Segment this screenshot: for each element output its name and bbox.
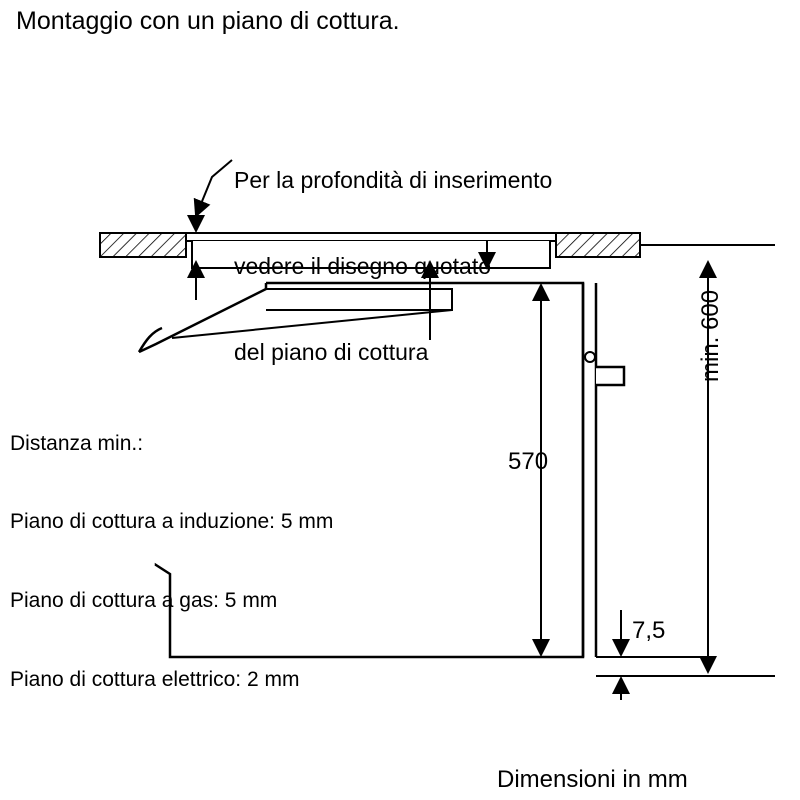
depth-note (234, 108, 552, 424)
depth-note-line-2: vedere il disegno quotato (234, 252, 492, 279)
oven-rear-panel (583, 283, 624, 657)
dimension-label-min-600: min. 600 (697, 289, 724, 382)
dimension-label-570: 570 (508, 448, 549, 475)
distance-note-line-4: Piano di cottura elettrico: 2 mm (10, 667, 300, 691)
minimum-distance-note (10, 378, 333, 746)
depth-note-line-3: del piano di cottura (234, 339, 429, 365)
distance-note-line-3: Piano di cottura a gas: 5 mm (10, 589, 278, 612)
units-footer: Dimensioni in mm (497, 766, 688, 793)
worktop-right-hatched (556, 233, 640, 257)
distance-note-line-1: Distanza min.: (10, 431, 144, 455)
distance-note-line-2: Piano di cottura a induzione: 5 mm (10, 510, 334, 534)
dimension-label-7-5: 7,5 (632, 617, 666, 644)
depth-note-line-1: Per la profondità di inserimento (234, 166, 553, 193)
page-title: Montaggio con un piano di cottura. (16, 7, 400, 35)
worktop-left-hatched (100, 233, 186, 257)
depth-note-leader (196, 160, 232, 216)
